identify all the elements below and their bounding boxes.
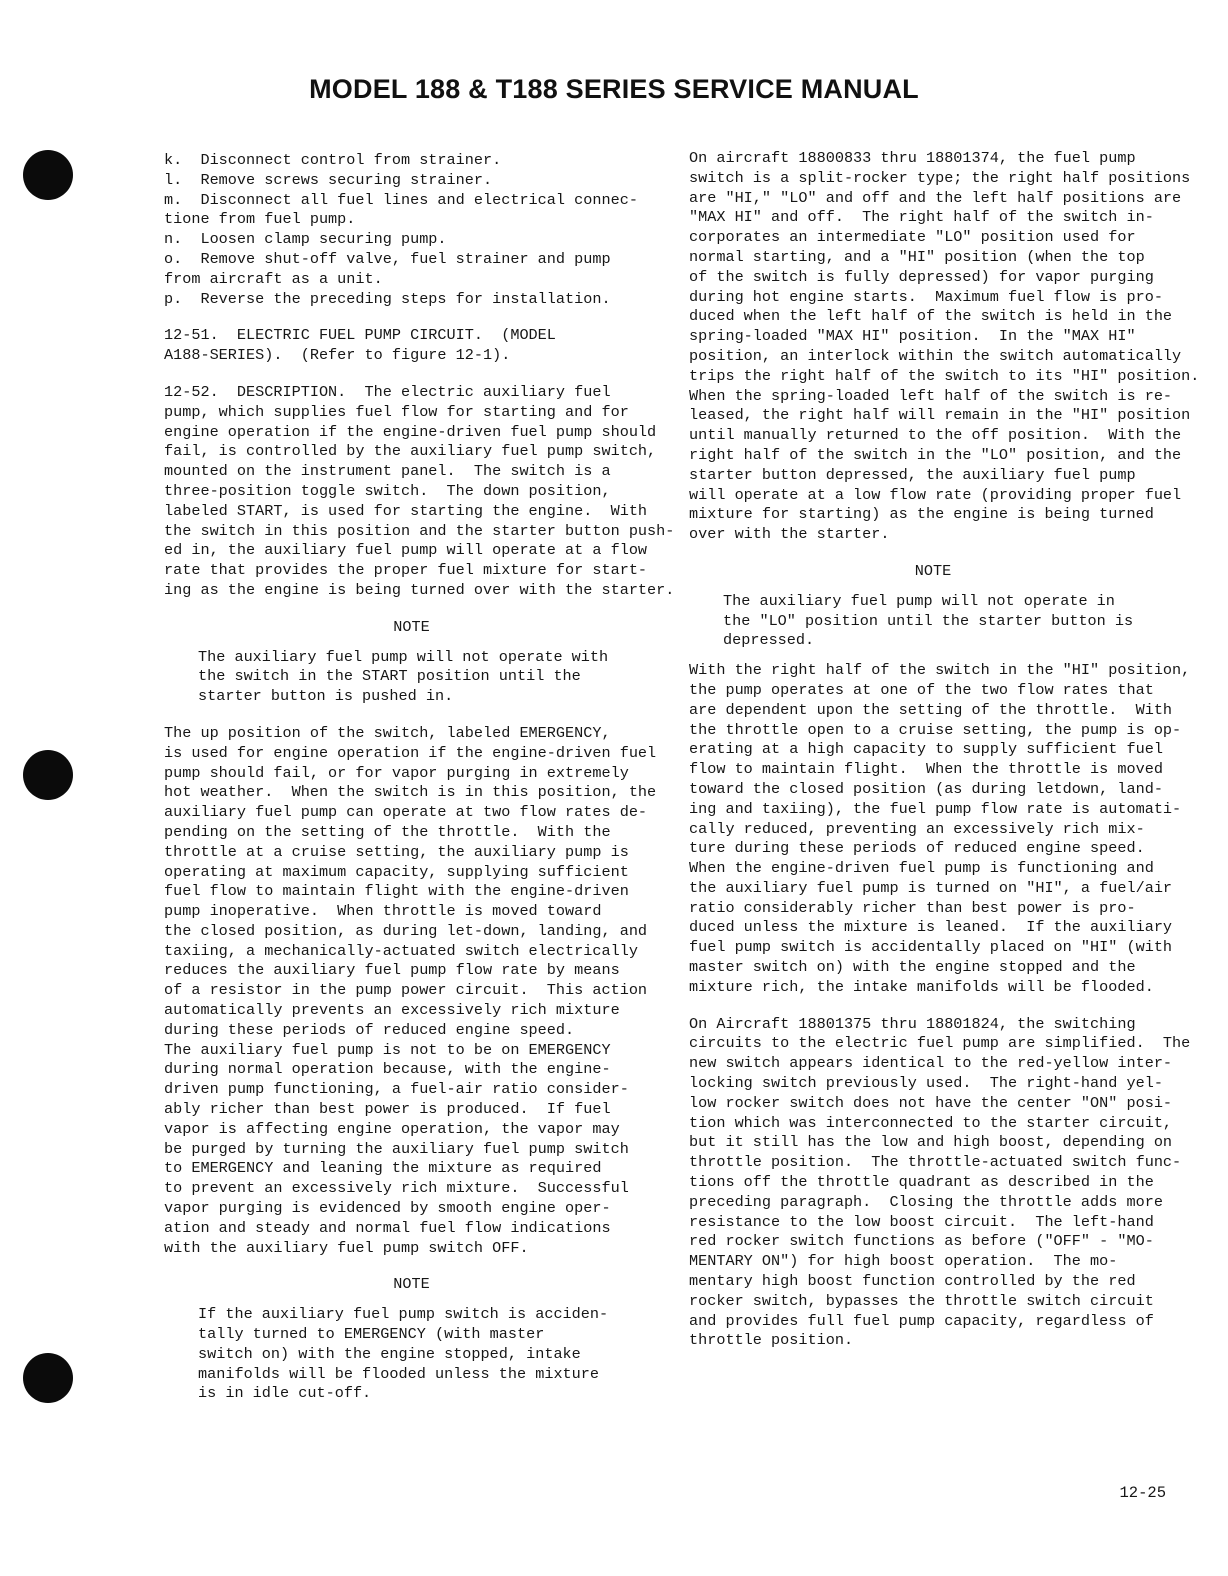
text-line: the auxiliary fuel pump is turned on "HI", a fuel/air xyxy=(689,878,1173,897)
text-line: The up position of the switch, labeled EMERGENCY, xyxy=(164,723,611,742)
text-line: right half of the switch in the "LO" position, and the xyxy=(689,445,1182,464)
text-line: during these periods of reduced engine speed. xyxy=(164,1020,575,1039)
text-line: the pump operates at one of the two flow rates that xyxy=(689,680,1154,699)
text-line: during hot engine starts. Maximum fuel flow is pro- xyxy=(689,287,1163,306)
note-body xyxy=(689,592,1177,651)
text-line: rocker switch, bypasses the throttle switch circuit xyxy=(689,1291,1154,1310)
text-line: new switch appears identical to the red-yellow inter- xyxy=(689,1054,1173,1073)
text-line: mixture for starting) as the engine is being turned xyxy=(689,505,1154,524)
text-line: With the right half of the switch in the "HI" position, xyxy=(689,661,1191,680)
note-line: the switch in the START position until the xyxy=(198,667,581,686)
text-line: vapor is affecting engine operation, the vapor may xyxy=(164,1119,620,1138)
page-title: MODEL 188 & T188 SERIES SERVICE MANUAL xyxy=(309,74,919,104)
hi-position-paragraph xyxy=(689,661,1191,998)
page-number: 12-25 xyxy=(1119,1484,1166,1502)
step-line: tione from fuel pump. xyxy=(164,210,356,229)
description-paragraph xyxy=(164,382,675,601)
text-line: master switch on) with the engine stopped and the xyxy=(689,958,1136,977)
split-rocker-paragraph xyxy=(689,149,1200,545)
text-line: resistance to the low boost circuit. The left-hand xyxy=(689,1212,1154,1231)
text-line: the throttle open to a cruise setting, the pump is op- xyxy=(689,720,1182,739)
text-line: ation and steady and normal fuel flow indications xyxy=(164,1218,611,1237)
text-line: is used for engine operation if the engine-driven fuel xyxy=(164,743,657,762)
text-line: rate that provides the proper fuel mixture for start- xyxy=(164,561,648,580)
text-line: mounted on the instrument panel. The switch is a xyxy=(164,462,611,481)
note-line: tally turned to EMERGENCY (with master xyxy=(198,1325,545,1344)
text-line: 12-52. DESCRIPTION. The electric auxiliary fuel xyxy=(164,382,611,401)
text-line: normal starting, and a "HI" position (when the top xyxy=(689,247,1145,266)
text-line: tions off the throttle quadrant as described in the xyxy=(689,1173,1154,1192)
note-heading: NOTE xyxy=(914,561,952,580)
note-line: The auxiliary fuel pump will not operate in xyxy=(723,591,1115,610)
text-line: during normal operation because, with the engine- xyxy=(164,1060,611,1079)
emergency-paragraph xyxy=(164,724,659,1259)
text-line: the closed position, as during let-down, landing, and xyxy=(164,921,648,940)
text-line: ture during these periods of reduced engine speed. xyxy=(689,839,1145,858)
text-line: ing and taxiing), the fuel pump flow rate is automati- xyxy=(689,799,1182,818)
left-column xyxy=(164,151,675,1404)
text-line: tion which was interconnected to the starter circuit, xyxy=(689,1113,1173,1132)
note-line: starter button is pushed in. xyxy=(198,687,454,706)
step-line: n. Loosen clamp securing pump. xyxy=(164,230,447,249)
step-line: l. Remove screws securing strainer. xyxy=(164,170,493,189)
text-line: throttle at a cruise setting, the auxiliary pump is xyxy=(164,842,629,861)
text-line: When the engine-driven fuel pump is functioning and xyxy=(689,859,1154,878)
text-line: MENTARY ON") for high boost operation. The mo- xyxy=(689,1252,1118,1271)
note-line: manifolds will be flooded unless the mixture xyxy=(198,1364,600,1383)
note-line: depressed. xyxy=(723,631,815,650)
text-line: labeled START, is used for starting the engine. With xyxy=(164,501,648,520)
text-line: throttle position. xyxy=(689,1331,854,1350)
text-line: mentary high boost function controlled by the red xyxy=(689,1272,1136,1291)
text-line: engine operation if the engine-driven fuel pump should xyxy=(164,422,657,441)
text-line: be purged by turning the auxiliary fuel pump switch xyxy=(164,1139,629,1158)
text-line: to prevent an excessively rich mixture. Successful xyxy=(164,1179,629,1198)
text-line: switch is a split-rocker type; the right half positions xyxy=(689,168,1191,187)
right-column xyxy=(689,149,1200,1351)
text-line: ing as the engine is being turned over with the starter. xyxy=(164,580,675,599)
binder-hole-top xyxy=(23,150,73,200)
text-line: position, an interlock within the switch automatically xyxy=(689,346,1182,365)
text-line: duced unless the mixture is leaned. If the auxiliary xyxy=(689,918,1173,937)
text-line: When the spring-loaded left half of the switch is re- xyxy=(689,386,1173,405)
text-line: fuel pump switch is accidentally placed on "HI" (with xyxy=(689,938,1173,957)
step-line: from aircraft as a unit. xyxy=(164,269,383,288)
text-line: "MAX HI" and off. The right half of the switch in- xyxy=(689,208,1154,227)
step-line: m. Disconnect all fuel lines and electrical connec- xyxy=(164,190,638,209)
text-line: ably richer than best power is produced. If fuel xyxy=(164,1100,611,1119)
text-line: automatically prevents an excessively rich mixture xyxy=(164,1001,620,1020)
binder-hole-bottom xyxy=(23,1353,73,1403)
text-line: mixture rich, the intake manifolds will be flooded. xyxy=(689,977,1154,996)
removal-steps xyxy=(164,151,659,309)
text-line: starter button depressed, the auxiliary fuel pump xyxy=(689,465,1136,484)
text-line: over with the starter. xyxy=(689,525,890,544)
text-line: low rocker switch does not have the center "ON" posi- xyxy=(689,1093,1173,1112)
note-body xyxy=(164,648,659,707)
text-line: hot weather. When the switch is in this position, the xyxy=(164,783,657,802)
text-line: leased, the right half will remain in the "HI" position xyxy=(689,406,1191,425)
text-line: preceding paragraph. Closing the throttle adds more xyxy=(689,1192,1163,1211)
text-line: auxiliary fuel pump can operate at two flow rates de- xyxy=(164,803,648,822)
note-heading: NOTE xyxy=(393,617,430,636)
text-line: are "HI," "LO" and off and the left half positions are xyxy=(689,188,1182,207)
text-line: ratio considerably richer than best power is pro- xyxy=(689,898,1136,917)
text-line: On Aircraft 18801375 thru 18801824, the switching xyxy=(689,1014,1136,1033)
text-line: fail, is controlled by the auxiliary fuel pump switch, xyxy=(164,442,657,461)
heading-line: A188-SERIES). (Refer to figure 12-1). xyxy=(164,346,511,365)
note-line: the "LO" position until the starter button is xyxy=(723,611,1134,630)
simplified-switch-paragraph xyxy=(689,1014,1191,1352)
text-line: to EMERGENCY and leaning the mixture as required xyxy=(164,1159,602,1178)
text-line: spring-loaded "MAX HI" position. In the "MAX HI" xyxy=(689,327,1136,346)
text-line: of the switch is fully depressed) for vapor purging xyxy=(689,267,1154,286)
text-line: The auxiliary fuel pump is not to be on EMERGENCY xyxy=(164,1040,611,1059)
text-line: until manually returned to the off position. With the xyxy=(689,426,1182,445)
step-line: p. Reverse the preceding steps for installation. xyxy=(164,289,611,308)
note-heading: NOTE xyxy=(393,1275,430,1294)
text-line: taxiing, a mechanically-actuated switch electrically xyxy=(164,941,638,960)
text-line: erating at a high capacity to supply sufficient fuel xyxy=(689,740,1163,759)
text-line: pump, which supplies fuel flow for starting and for xyxy=(164,402,629,421)
text-line: operating at maximum capacity, supplying sufficient xyxy=(164,862,629,881)
note-line: If the auxiliary fuel pump switch is acciden- xyxy=(198,1305,609,1324)
text-line: fuel flow to maintain flight with the engine-driven xyxy=(164,882,629,901)
text-line: throttle position. The throttle-actuated switch func- xyxy=(689,1153,1182,1172)
text-line: ed in, the auxiliary fuel pump will operate at a flow xyxy=(164,541,648,560)
note-line: is in idle cut-off. xyxy=(198,1384,372,1403)
step-line: o. Remove shut-off valve, fuel strainer and pump xyxy=(164,249,611,268)
text-line: pump inoperative. When throttle is moved toward xyxy=(164,902,602,921)
text-line: corporates an intermediate "LO" position used for xyxy=(689,228,1136,247)
step-line: k. Disconnect control from strainer. xyxy=(164,151,502,169)
text-line: locking switch previously used. The right-hand yel- xyxy=(689,1074,1163,1093)
text-line: vapor purging is evidenced by smooth engine oper- xyxy=(164,1199,611,1218)
text-line: and provides full fuel pump capacity, regardless of xyxy=(689,1311,1154,1330)
note-line: switch on) with the engine stopped, intake xyxy=(198,1344,581,1363)
text-line: three-position toggle switch. The down position, xyxy=(164,481,611,500)
text-line: of a resistor in the pump power circuit. This action xyxy=(164,981,648,1000)
text-line: pending on the setting of the throttle. With the xyxy=(164,822,611,841)
text-line: but it still has the low and high boost, depending on xyxy=(689,1133,1173,1152)
text-line: duced when the left half of the switch is held in the xyxy=(689,307,1173,326)
heading-line: 12-51. ELECTRIC FUEL PUMP CIRCUIT. (MODEL xyxy=(164,326,556,345)
text-line: driven pump functioning, a fuel-air ratio consider- xyxy=(164,1080,629,1099)
text-line: On aircraft 18800833 thru 18801374, the fuel pump xyxy=(689,149,1136,167)
text-line: pump should fail, or for vapor purging in extremely xyxy=(164,763,629,782)
binder-hole-middle xyxy=(23,750,73,800)
text-line: trips the right half of the switch to its "HI" position. xyxy=(689,366,1200,385)
text-line: toward the closed position (as during letdown, land- xyxy=(689,779,1163,798)
note-line: The auxiliary fuel pump will not operate with xyxy=(198,647,609,666)
text-line: circuits to the electric fuel pump are simplified. The xyxy=(689,1034,1191,1053)
section-heading xyxy=(164,326,659,366)
text-line: red rocker switch functions as before ("OFF" - "MO- xyxy=(689,1232,1154,1251)
text-line: will operate at a low flow rate (providing proper fuel xyxy=(689,485,1182,504)
note-body xyxy=(164,1305,659,1404)
text-line: are dependent upon the setting of the throttle. With xyxy=(689,700,1173,719)
text-line: the switch in this position and the starter button push- xyxy=(164,521,675,540)
text-line: cally reduced, preventing an excessively rich mix- xyxy=(689,819,1145,838)
text-line: with the auxiliary fuel pump switch OFF. xyxy=(164,1238,529,1257)
text-line: reduces the auxiliary fuel pump flow rate by means xyxy=(164,961,620,980)
text-line: flow to maintain flight. When the throttle is moved xyxy=(689,760,1163,779)
